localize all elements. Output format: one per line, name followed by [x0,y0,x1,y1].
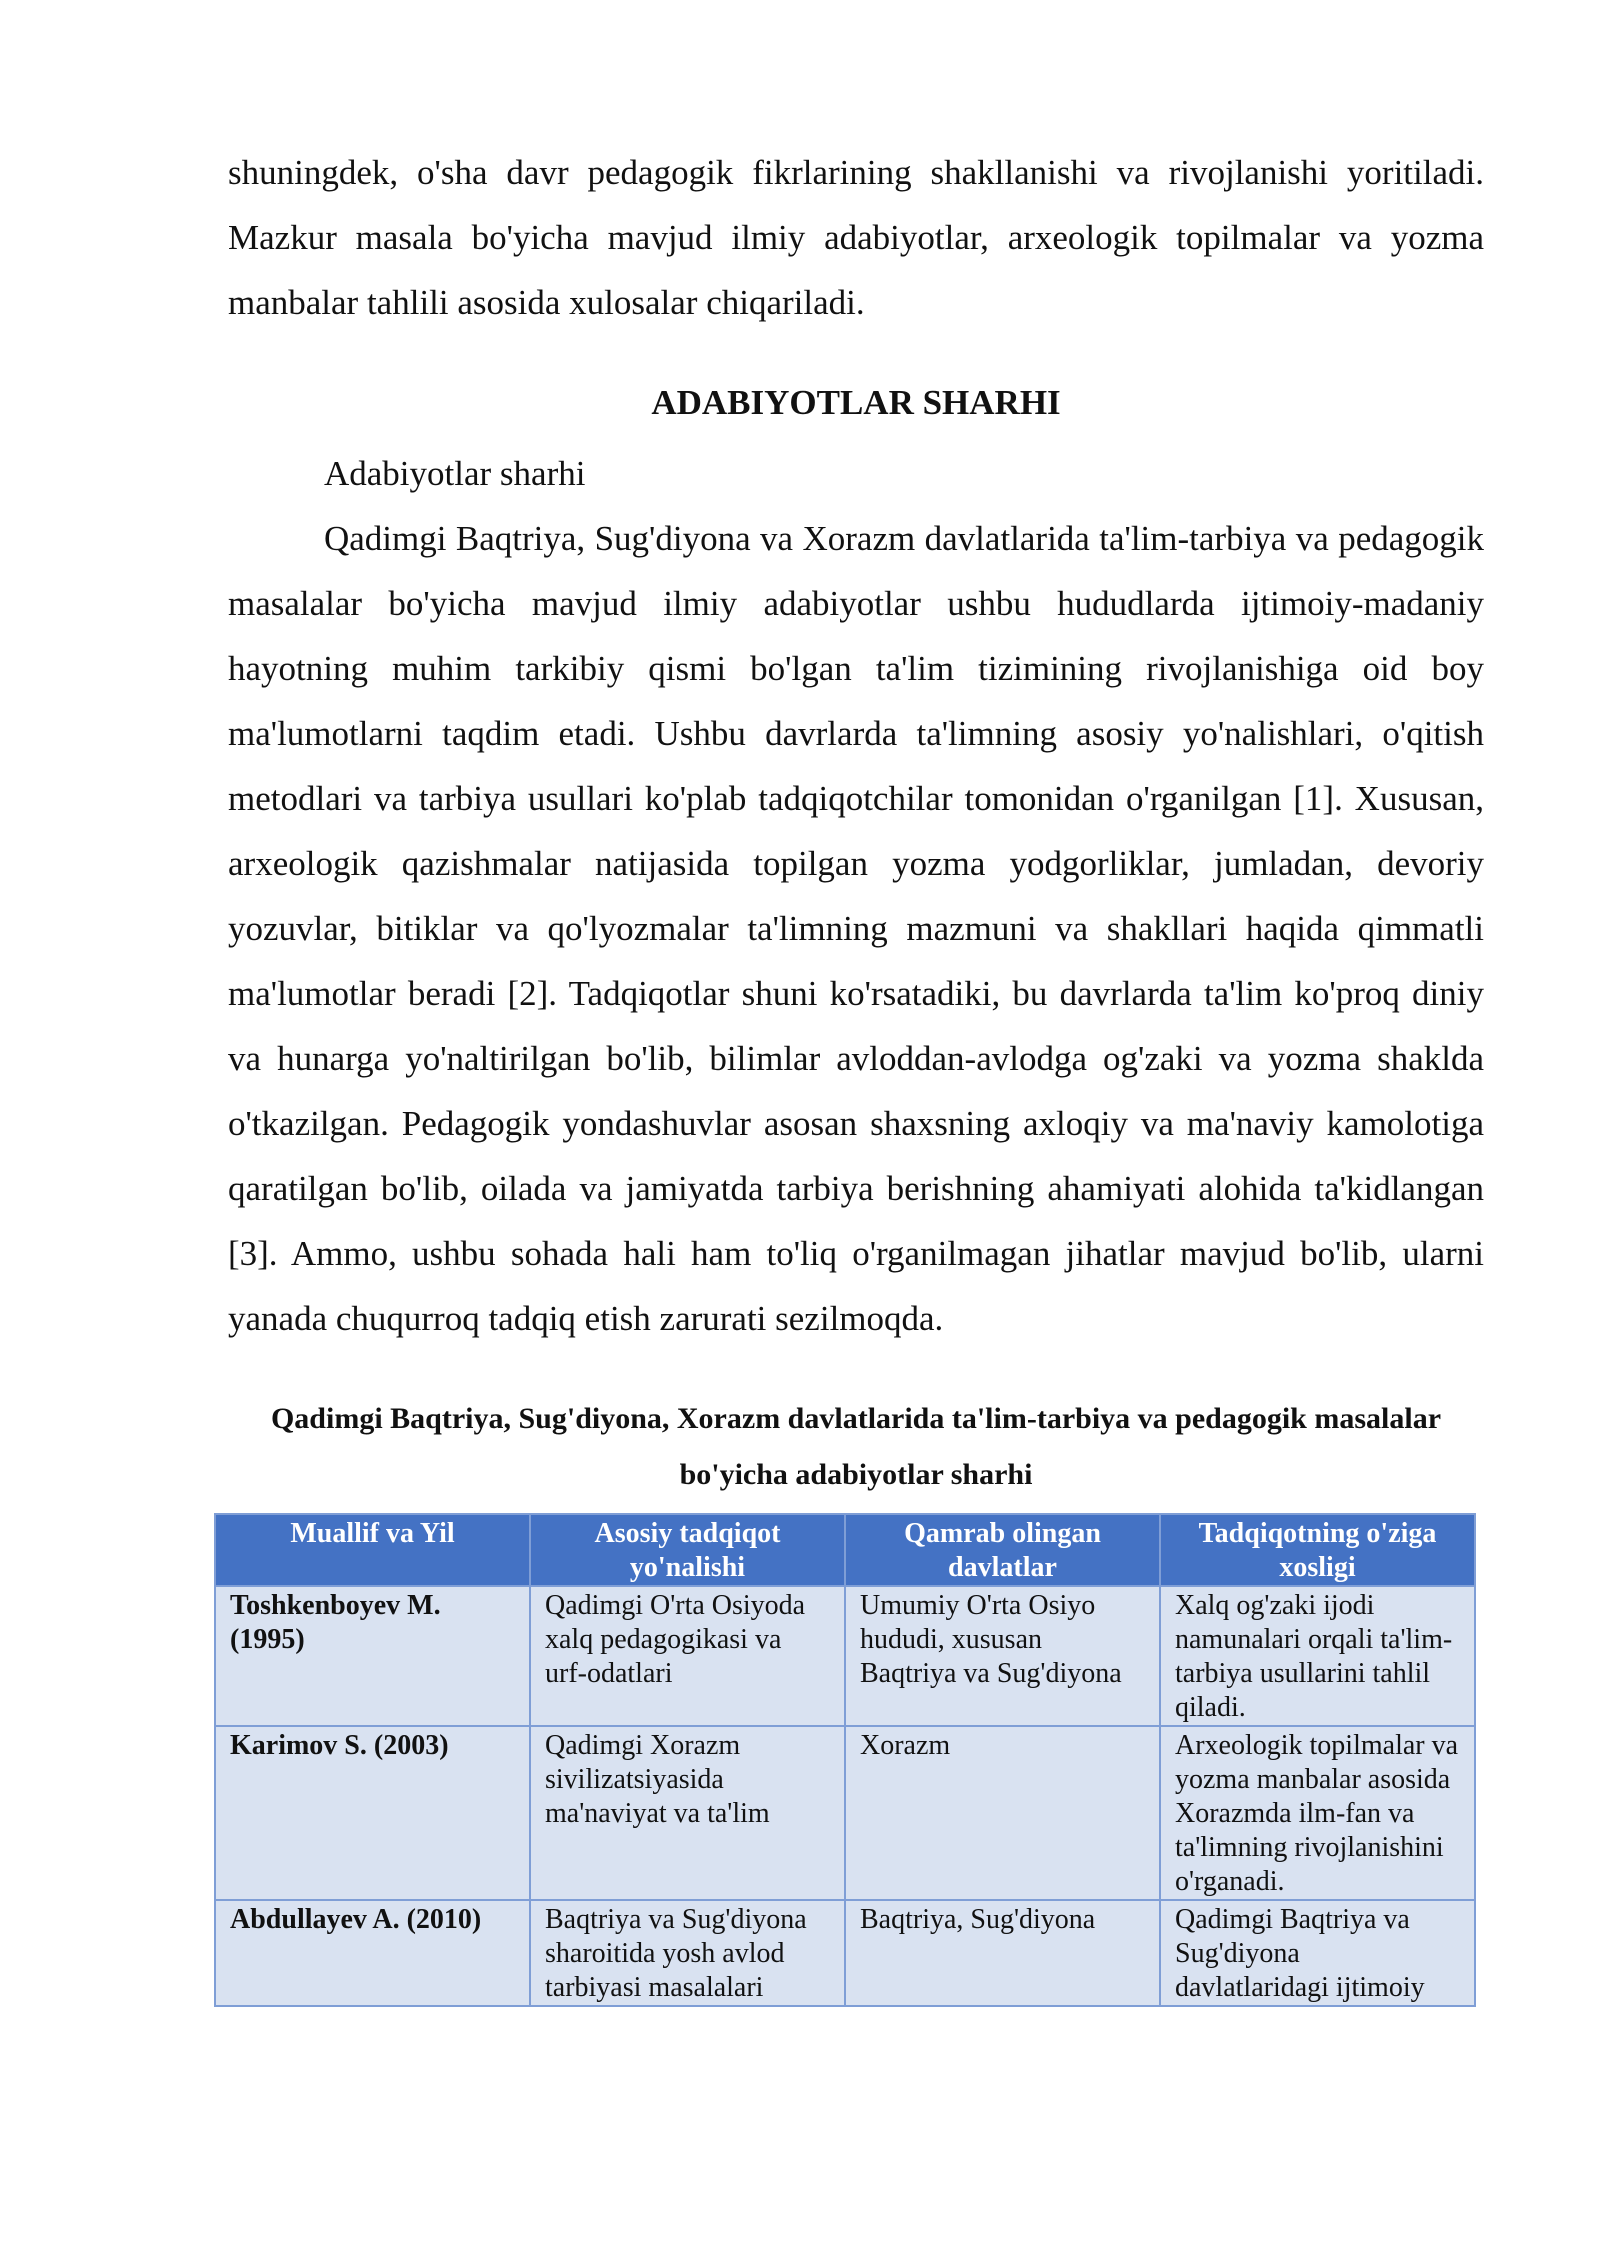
cell-uniqueness: Xalq og'zaki ijodi namunalari orqali ta'lim-tarbiya usullarini tahlil qiladi. [1160,1586,1475,1726]
main-paragraph: Qadimgi Baqtriya, Sug'diyona va Xorazm davlatlarida ta'lim-tarbiya va pedagogik masalalar bo'yicha mavjud ilmiy adabiyotlar ushbu hududlarda ijtimoiy-madaniy hayotning muhim tarkibiy qismi bo'lgan ta'lim tizimining rivojlanishiga oid boy ma'lumotlarni taqdim etadi. Ushbu davrlarda ta'limning asosiy yo'nalishlari, o'qitish metodlari va tarbiya usullari ko'plab tadqiqotchilar tomonidan o'rganilgan [1]. Xususan, arxeologik qazishmalar natijasida topilgan yozma yodgorliklar, jumladan, devoriy yozuvlar, bitiklar va qo'lyozmalar ta'limning mazmuni va shakllari haqida qimmatli ma'lumotlar beradi [2]. Tadqiqotlar shuni ko'rsatadiki, bu davrlarda ta'lim ko'proq diniy va hunarga yo'naltirilgan bo'lib, bilimlar avloddan-avlodga og'zaki va yozma shaklda o'tkazilgan. Pedagogik yondashuvlar asosan shaxsning axloqiy va ma'naviy kamolotiga qaratilgan bo'lib, oilada va jamiyatda tarbiya berishning ahamiyati alohida ta'kidlangan [3]. Ammo, ushbu sohada hali ham to'liq o'rganilmagan jihatlar mavjud bo'lib, ularni yanada chuqurroq tadqiq etish zarurati sezilmoqda. [228,519,1484,1338]
table-row [215,1726,1475,1900]
header-covered-states: Qamrab olingan davlatlar [845,1514,1160,1586]
cell-author: Abdullayev A. (2010) [215,1900,530,2006]
header-research-uniqueness: Tadqiqotning o'ziga xosligi [1160,1514,1475,1586]
header-author-year: Muallif va Yil [215,1514,530,1586]
literature-review-table [214,1513,1476,2007]
header-research-direction: Asosiy tadqiqot yo'nalishi [530,1514,845,1586]
intro-paragraph: shuningdek, o'sha davr pedagogik fikrlarining shakllanishi va rivojlanishi yoritiladi. Mazkur masala bo'yicha mavjud ilmiy adabiyotlar, arxeologik topilmalar va yozma manbalar tahlili asosida xulosalar chiqariladi. [228,153,1484,322]
table-header-row [215,1514,1475,1586]
cell-direction: Qadimgi Xorazm sivilizatsiyasida ma'naviyat va ta'lim [530,1726,845,1900]
section-heading: ADABIYOTLAR SHARHI [651,383,1061,422]
cell-author: Toshkenboyev M. (1995) [215,1586,530,1726]
table-row [215,1900,1475,2006]
cell-uniqueness: Arxeologik topilmalar va yozma manbalar asosida Xorazmda ilm-fan va ta'limning rivojlanishini o'rganadi. [1160,1726,1475,1900]
cell-states: Baqtriya, Sug'diyona [845,1900,1160,2006]
cell-states: Xorazm [845,1726,1160,1900]
document-page [228,140,1484,2007]
cell-states: Umumiy O'rta Osiyo hududi, xususan Baqtriya va Sug'diyona [845,1586,1160,1726]
subheading-line: Adabiyotlar sharhi [324,454,586,493]
table-caption: Qadimgi Baqtriya, Sug'diyona, Xorazm davlatlarida ta'lim-tarbiya va pedagogik masalalar bo'yicha adabiyotlar sharhi [270,1402,1442,1491]
cell-author: Karimov S. (2003) [215,1726,530,1900]
cell-direction: Qadimgi O'rta Osiyoda xalq pedagogikasi va urf-odatlari [530,1586,845,1726]
cell-direction: Baqtriya va Sug'diyona sharoitida yosh avlod tarbiyasi masalalari [530,1900,845,2006]
cell-uniqueness: Qadimgi Baqtriya va Sug'diyona davlatlaridagi ijtimoiy [1160,1900,1475,2006]
table-row [215,1586,1475,1726]
